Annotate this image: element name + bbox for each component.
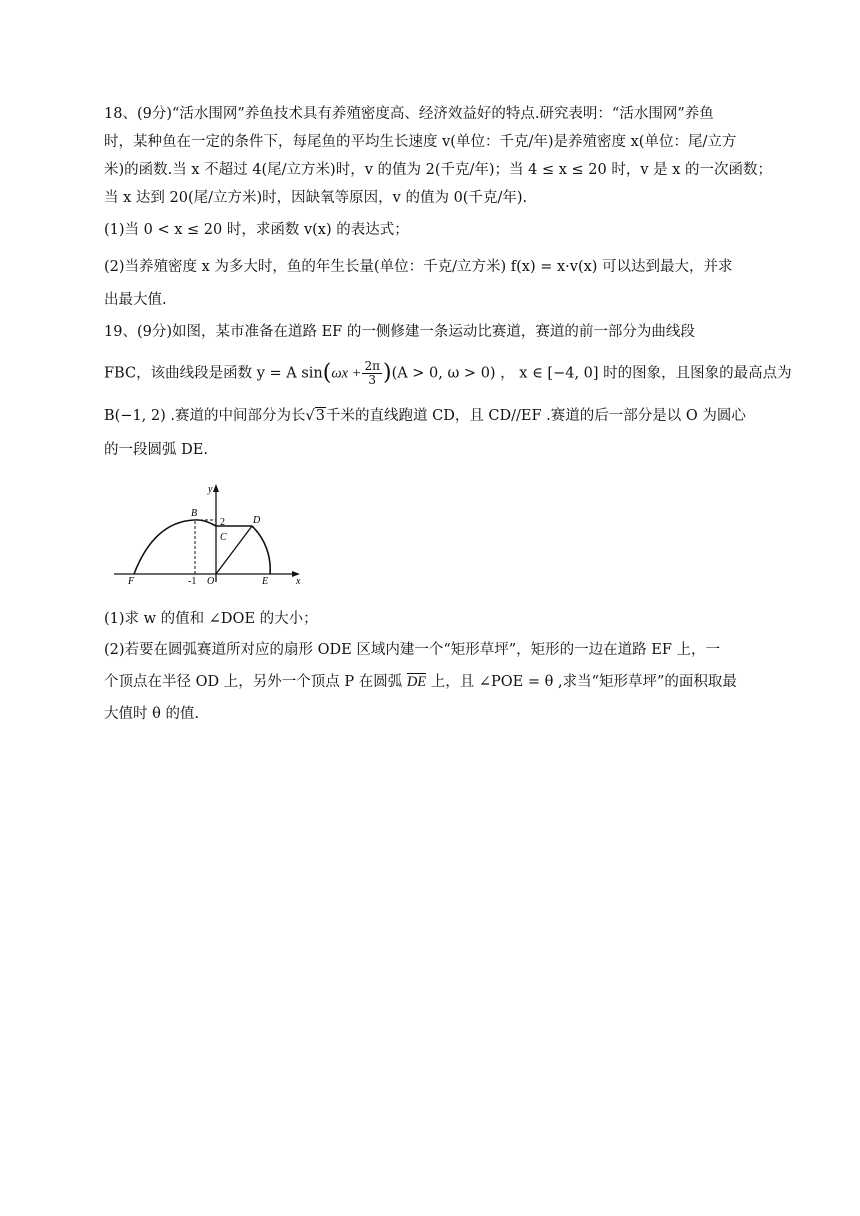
left-paren: ( xyxy=(322,360,332,386)
q19-part-2c: 大值时 θ 的值. xyxy=(104,706,200,722)
fraction-numerator: 2π xyxy=(364,359,380,373)
label-minus-1: -1 xyxy=(188,576,197,587)
q18-line-1: 18、(9分)“活水围网”养鱼技术具有养殖密度高、经济效益好的特点.研究表明：“活水围网”养鱼 xyxy=(104,106,714,122)
label-y: y xyxy=(208,484,213,495)
q19-line-3 xyxy=(104,406,746,426)
sqrt-radicand: 3 xyxy=(315,408,325,424)
fraction-denominator: 3 xyxy=(368,373,377,387)
q18-part-2a: (2)当养殖密度 x 为多大时，鱼的年生长量(单位：千克/立方米) f(x) = x·v(x) 可以达到最大，并求 xyxy=(104,259,733,275)
label-e: E xyxy=(262,576,269,587)
q18-line-2: 时，某种鱼在一定的条件下，每尾鱼的平均生长速度 v(单位：千克/年)是养殖密度 x(单位：尾/立方 xyxy=(104,134,737,150)
q18-part-2b: 出最大值. xyxy=(104,292,167,308)
label-x: x xyxy=(296,576,301,587)
fraction-2pi-over-3 xyxy=(362,360,382,387)
y-axis-arrow xyxy=(213,484,219,492)
label-b: B xyxy=(191,508,198,519)
track-diagram xyxy=(110,478,310,588)
arc-de-notation: DE xyxy=(406,674,427,690)
q19-part-2a: (2)若要在圆弧赛道所对应的扇形 ODE 区域内建一个“矩形草坪”，矩形的一边在道路 EF 上，一 xyxy=(104,642,721,658)
q19-part-1: (1)求 w 的值和 ∠DOE 的大小； xyxy=(104,611,318,627)
q19-line-3-post: 千米的直线跑道 CD，且 CD//EF .赛道的后一部分是以 O 为圆心 xyxy=(326,408,746,424)
q19-line-4: 的一段圆弧 DE. xyxy=(104,442,208,458)
q18-part-1: (1)当 0 < x ≤ 20 时，求函数 v(x) 的表达式； xyxy=(104,222,409,238)
arc-de xyxy=(252,526,270,574)
label-d: D xyxy=(253,515,261,526)
label-o: O xyxy=(207,576,215,587)
label-2: 2 xyxy=(220,517,225,528)
q19-line-2-post: (A > 0, ω > 0) ， x ∈ [−4, 0] 时的图象，且图象的最高点为 xyxy=(391,365,792,382)
q18-line-4: 当 x 达到 20(尾/立方米)时，因缺氧等原因，v 的值为 0(千克/年). xyxy=(104,190,528,206)
q19-line-1: 19、(9分)如图，某市准备在道路 EF 的一侧修建一条运动比赛道，赛道的前一部分为曲线段 xyxy=(104,324,695,340)
label-c: C xyxy=(220,532,227,543)
q19-line-2-pre: FBC，该曲线段是函数 y = A sin xyxy=(104,365,323,382)
omega-x: ωx + xyxy=(331,365,362,382)
q19-part-2b xyxy=(104,672,737,692)
sqrt-three: √3 xyxy=(305,408,325,424)
q19-part-2b-post: 上，且 ∠POE = θ ,求当“矩形草坪”的面积取最 xyxy=(430,674,737,690)
curve-fbc xyxy=(134,520,216,574)
label-f: F xyxy=(128,576,135,587)
q19-part-2b-pre: 个顶点在半径 OD 上，另外一个顶点 P 在圆弧 xyxy=(104,674,403,690)
q19-line-2 xyxy=(104,360,792,387)
right-paren: ) xyxy=(382,360,392,386)
q18-line-3: 米)的函数.当 x 不超过 4(尾/立方米)时，v 的值为 2(千克/年)；当 4 ≤ x ≤ 20 时，v 是 x 的一次函数； xyxy=(104,162,773,178)
q19-line-3-pre: B(−1, 2) .赛道的中间部分为长 xyxy=(104,408,306,424)
